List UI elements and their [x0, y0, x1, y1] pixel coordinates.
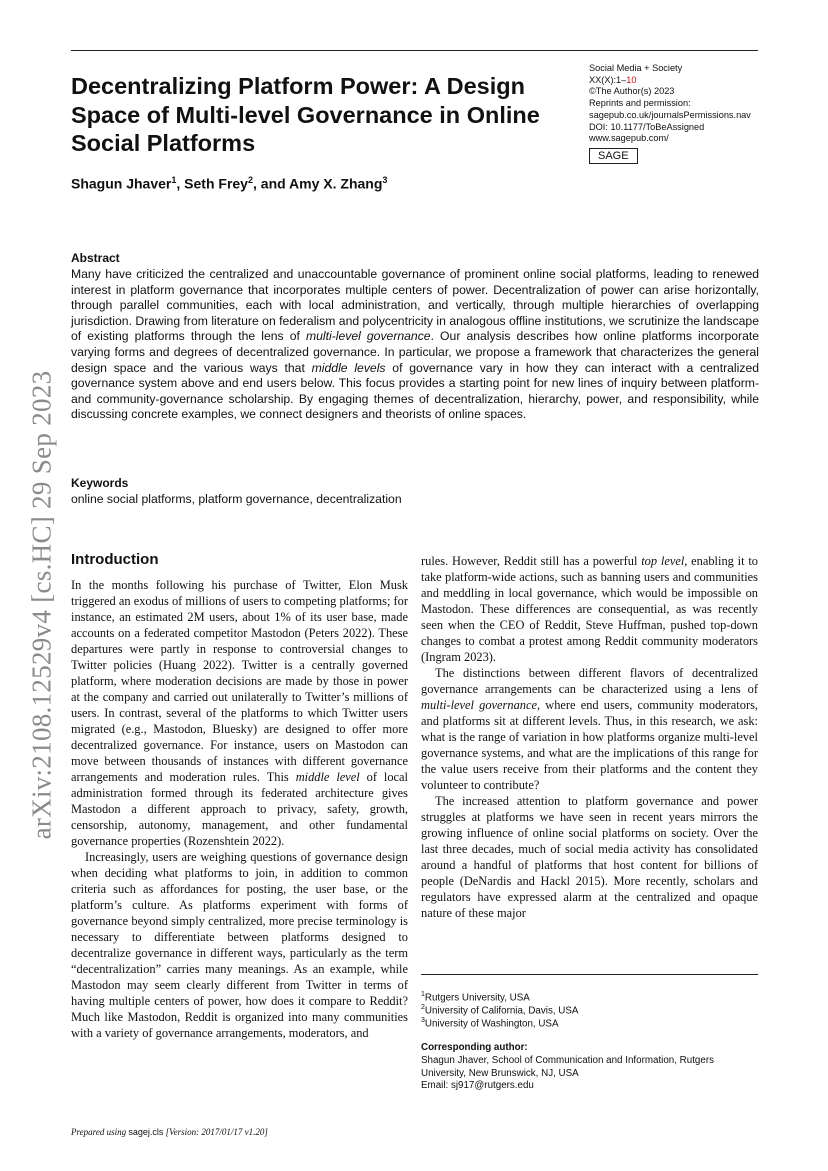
- doi-line: DOI: 10.1177/ToBeAssigned: [589, 121, 705, 132]
- footnote-affiliation: [421, 1015, 559, 1031]
- journal-meta: [589, 63, 769, 164]
- author-name: Seth Frey: [184, 175, 248, 192]
- abstract-heading: Abstract: [71, 251, 120, 265]
- copyright-line: ©The Author(s) 2023: [589, 86, 675, 97]
- abstract-text: [71, 267, 759, 423]
- corresponding-author-heading: Corresponding author:: [421, 1042, 528, 1053]
- paragraph-text: The distinctions between different flavors of decentralized governance arrangements can be characterized using a lens of: [421, 666, 758, 696]
- body-paragraph: Increasingly, users are weighing questions of governance design when deciding what platforms to join, in addition to common criteria such as affordances for posting, the user base, or the platform’s culture. As platforms experiment with forms of governance beyond simply centralized, more precise terminology is necessary to differentiate between platforms designed to decentralize governance in different ways, particularly as the term “decentralization” carries many meanings. As an example, while Mastodon may seem clearly different from Twitter in terms of having multiple centers of power, how does it compare to Reddit? Much like Mastodon, Reddit is organized into many communities with a variety of governance arrangements, moderators, and: [71, 850, 408, 1040]
- reprints-line: Reprints and permission:: [589, 98, 691, 109]
- footnote-mark: 3: [421, 1017, 425, 1024]
- page-footer: [71, 1127, 268, 1137]
- arxiv-identifier: arXiv:2108.12529v4 [cs.HC] 29 Sep 2023: [26, 370, 57, 840]
- volume-prefix: XX(X):1–: [589, 74, 627, 85]
- footer-version: [Version: 2017/01/17 v1.20]: [163, 1127, 268, 1137]
- footnote-rule: [421, 974, 758, 975]
- footer-cls-name: sagej.cls: [128, 1127, 164, 1137]
- volume-line: [589, 75, 769, 87]
- footnote-text: University of California, Davis, USA: [424, 1005, 579, 1017]
- paragraph-emphasis: multi-level governance: [421, 698, 537, 712]
- volume-pages-link[interactable]: 10: [626, 74, 637, 85]
- body-paragraph: [421, 665, 758, 793]
- footer-prefix: Prepared using: [71, 1127, 129, 1137]
- introduction-heading: Introduction: [71, 551, 159, 568]
- paragraph-text: In the months following his purchase of Twitter, Elon Musk triggered an exodus of millions of users to competing platforms; for instance, an estimated 2M users, about 1% of its user base, made accounts on a federated competitor Mastodon (Peters 2022). These departures were partly in response to controversial changes to Twitter policies (Huang 2022). Twitter is a centrally governed platform, where moderation decisions are made by those in power at the company and carried out unilaterally to Twitter’s millions of users. In contrast, several of the platforms to which Twitter users migrated (e.g., Mastodon, Bluesky) are designed to offer more decentralized governance. For instance, users on Mastodon can move between thousands of instances with different governance arrangements and moderation rules. This: [71, 578, 408, 784]
- paragraph-emphasis: top level: [641, 554, 685, 568]
- footnote-mark: 2: [421, 1004, 425, 1011]
- abstract-emphasis: multi-level governance: [305, 329, 431, 344]
- keywords-text: online social platforms, platform governance, decentralization: [71, 492, 402, 506]
- paragraph-text: of local administration formed through its federated architecture gives Mastodon a different approach to privacy, safety, growth, censorship, autonomy, management, and other fundamental governance properties (Rozenshtein 2022).: [71, 770, 408, 848]
- body-column-left: [71, 577, 408, 1041]
- keywords-heading: Keywords: [71, 476, 129, 490]
- website-line: www.sagepub.com/: [589, 133, 669, 144]
- abstract-part: of governance vary in how they can interact with a centralized governance system above and end users below. This focus provides a starting point for new lines of inquiry between platform- and community-governance scholarship. By engaging themes of decentralization, hierarchy, power, and responsibility, while discussing concrete examples, we connect designers and theorists of online spaces.: [71, 360, 759, 422]
- author-affiliation-mark[interactable]: 3: [382, 175, 388, 185]
- abstract-part: . Our analysis describes how online platforms incorporate varying forms and degrees of decentralized governance. In particular, we propose a framework that characterizes the general design space and the various ways that: [71, 329, 760, 375]
- author-separator: ,: [176, 175, 185, 192]
- author-separator: , and: [253, 175, 290, 192]
- journal-name: Social Media + Society: [589, 63, 683, 73]
- author-name: Amy X. Zhang: [289, 175, 383, 192]
- abstract-emphasis: middle levels: [311, 360, 386, 375]
- corresponding-author-block: [421, 1055, 758, 1093]
- author-affiliation-mark[interactable]: 1: [171, 175, 177, 185]
- author-list: [71, 175, 387, 192]
- body-paragraph: The increased attention to platform governance and power struggles at platforms we have seen in recent years mirrors the growing influence of online social platforms on society. Over the last three decades, much of social media activity has consolidated around a handful of platforms that host content for billions of people (DeNardis and Hackl 2015). More recently, scholars and regulators have expressed alarm at the centralized and opaque nature of these major: [421, 794, 758, 920]
- permissions-url: sagepub.co.uk/journalsPermissions.nav: [589, 109, 751, 120]
- body-paragraph: [421, 553, 758, 665]
- author-affiliation-mark[interactable]: 2: [247, 175, 253, 185]
- corresponding-author-email[interactable]: Email: sj917@rutgers.edu: [421, 1080, 534, 1092]
- arxiv-sidebar: [22, 365, 62, 845]
- paragraph-text: , enabling it to take platform-wide actions, such as banning users and communities and meddling in local governance, which would be impossible on Mastodon. These differences are consequential, as was recently seen when the CEO of Reddit, Steve Huffman, pushed top-down changes to combat a protest among Reddit community moderators (Ingram 2023).: [421, 554, 758, 664]
- abstract-part: Many have criticized the centralized and unaccountable governance of prominent online social platforms, leading to renewed interest in platform governance that incorporates multiple centers of power. Decentralization of power can arise horizontally, through parallel communities, each with local administration, and vertically, through multiple hierarchies of overlapping jurisdiction. Drawing from literature on federalism and polycentricity in analogous offline institutions, we scrutinize the landscape of existing platforms through the lens of: [71, 267, 759, 344]
- footnote-mark: 1: [421, 991, 425, 998]
- footnote-text: University of Washington, USA: [424, 1018, 559, 1030]
- corresponding-author-address: Shagun Jhaver, School of Communication and Information, Rutgers University, New Brunswick, NJ, USA: [421, 1055, 714, 1079]
- paragraph-text: rules. However, Reddit still has a powerful: [421, 554, 642, 568]
- paragraph-text: , where end users, community moderators, and platforms sit at different levels. Thus, in this research, we ask: what is the range of variation in how platforms organize multi-level governance systems, and what are the implications of this range for the value users receive from their platforms and the content they volunteer to contribute?: [421, 698, 758, 792]
- body-paragraph: [71, 577, 408, 849]
- body-column-right: [421, 553, 758, 921]
- sage-logo: SAGE: [589, 148, 638, 164]
- author-name: Shagun Jhaver: [71, 175, 172, 192]
- paragraph-emphasis: middle level: [295, 770, 360, 784]
- footnote-text: Rutgers University, USA: [424, 992, 530, 1004]
- paper-title: Decentralizing Platform Power: A Design Space of Multi-level Governance in Online Social Platforms: [71, 73, 540, 156]
- header-rule: [71, 50, 758, 51]
